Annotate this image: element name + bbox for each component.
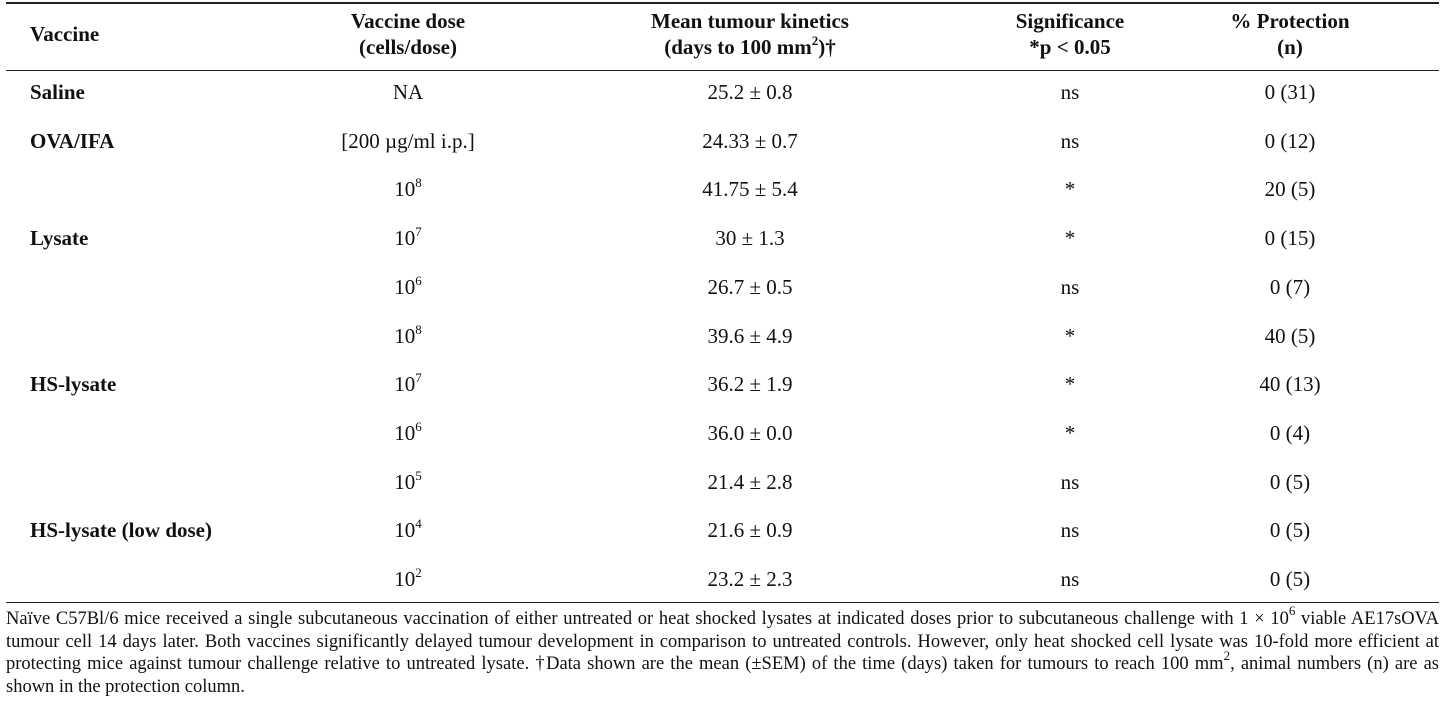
dose-cell — [308, 223, 508, 253]
dose-base: 10 — [394, 324, 416, 348]
significance-cell: ns — [1060, 567, 1080, 591]
vaccine-cell: Lysate — [30, 226, 89, 250]
protection-cell: 0 (4) — [1269, 421, 1311, 445]
table-row — [0, 174, 1443, 204]
protection-cell: 40 (13) — [1259, 372, 1321, 396]
significance-cell: * — [1064, 421, 1076, 445]
protection-cell: 0 (7) — [1269, 275, 1311, 299]
vaccine-cell: HS-lysate (low dose) — [30, 518, 212, 542]
header-kinetics-line1: Mean tumour kinetics — [651, 9, 849, 33]
header-kinetics-line2 — [640, 34, 860, 60]
kinetics-cell: 30 ± 1.3 — [715, 226, 785, 250]
protection-cell: 0 (15) — [1264, 226, 1316, 250]
vaccine-cell: HS-lysate — [30, 372, 117, 396]
header-kinetics — [640, 8, 860, 60]
table-row — [0, 564, 1443, 594]
kinetics-cell: 23.2 ± 2.3 — [707, 567, 793, 591]
table-row — [0, 321, 1443, 351]
dose-base: NA — [392, 80, 424, 104]
top-rule — [6, 2, 1439, 4]
header-kinetics-line2-post: )† — [818, 35, 836, 59]
header-rule — [6, 70, 1439, 71]
dose-base: 10 — [394, 177, 416, 201]
dose-exponent: 7 — [415, 370, 422, 385]
significance-cell: ns — [1060, 518, 1080, 542]
table-row — [0, 223, 1443, 253]
footnote-sup2: 2 — [1223, 648, 1231, 663]
kinetics-cell: 26.7 ± 0.5 — [707, 275, 793, 299]
header-significance — [990, 8, 1150, 60]
kinetics-cell: 39.6 ± 4.9 — [707, 324, 793, 348]
footnote-part1: Naïve C57Bl/6 mice received a single subcutaneous vaccination of either untreated or heat shocked lysates at indicated doses prior to subcutaneous challenge with 1 × 10 — [6, 609, 1289, 629]
dose-exponent: 6 — [415, 273, 422, 288]
header-dose-line2: (cells/dose) — [359, 35, 457, 59]
protection-cell: 40 (5) — [1264, 324, 1316, 348]
header-sig-line2: *p < 0.05 — [1029, 35, 1111, 59]
kinetics-cell: 36.2 ± 1.9 — [707, 372, 793, 396]
dose-base: 10 — [394, 372, 416, 396]
dose-cell — [308, 126, 508, 156]
significance-cell: * — [1064, 324, 1076, 348]
dose-base: 10 — [394, 421, 416, 445]
dose-exponent: 6 — [415, 419, 422, 434]
table-row — [0, 77, 1443, 107]
header-kinetics-line2-pre: (days to 100 mm — [664, 35, 812, 59]
significance-cell: ns — [1060, 275, 1080, 299]
kinetics-cell: 41.75 ± 5.4 — [702, 177, 798, 201]
footnote-part2: viable AE17sOVA tumour cell 14 days later. Both vaccines significantly delayed tumour development in comparison to untreated controls. However, only heat shocked cell lysate was 10-fold more efficient at protecting mice against tumour challenge relative to untreated lysate. †Data shown are the mean (±SEM) of the time (days) taken for tumours to reach 100 mm — [6, 609, 1439, 674]
significance-cell: * — [1064, 226, 1076, 250]
dose-base: 10 — [394, 567, 416, 591]
header-vaccine-label: Vaccine — [30, 22, 100, 46]
dose-cell — [308, 515, 508, 545]
header-dose — [308, 8, 508, 60]
kinetics-cell: 25.2 ± 0.8 — [707, 80, 793, 104]
table-row — [0, 418, 1443, 448]
significance-cell: ns — [1060, 470, 1080, 494]
table-row — [0, 369, 1443, 399]
protection-cell: 0 (31) — [1264, 80, 1316, 104]
dose-cell — [308, 418, 508, 448]
header-kinetics-sup: 2 — [811, 33, 819, 48]
kinetics-cell: 21.6 ± 0.9 — [707, 518, 793, 542]
significance-cell: ns — [1060, 80, 1080, 104]
table-footnote — [6, 603, 1439, 698]
dose-base: 10 — [394, 470, 416, 494]
dose-base: [200 µg/ml i.p.] — [341, 129, 475, 153]
dose-base: 10 — [394, 518, 416, 542]
dose-exponent: 4 — [415, 516, 422, 531]
dose-cell — [308, 467, 508, 497]
header-dose-line1: Vaccine dose — [350, 9, 466, 33]
protection-cell: 20 (5) — [1264, 177, 1316, 201]
header-prot-line1: % Protection — [1230, 9, 1350, 33]
dose-cell — [308, 174, 508, 204]
protection-cell: 0 (5) — [1269, 470, 1311, 494]
header-sig-line1: Significance — [1015, 9, 1125, 33]
vaccine-cell: OVA/IFA — [30, 129, 115, 153]
dose-exponent: 5 — [415, 468, 422, 483]
dose-cell — [308, 321, 508, 351]
header-prot-line2: (n) — [1277, 35, 1303, 59]
header-vaccine — [30, 21, 99, 47]
significance-cell: * — [1064, 372, 1076, 396]
dose-cell — [308, 77, 508, 107]
significance-cell: ns — [1060, 129, 1080, 153]
dose-cell — [308, 272, 508, 302]
dose-base: 10 — [394, 275, 416, 299]
kinetics-cell: 24.33 ± 0.7 — [702, 129, 798, 153]
table-row — [0, 515, 1443, 545]
dose-cell — [308, 564, 508, 594]
table-row — [0, 272, 1443, 302]
bottom-rule — [6, 602, 1439, 603]
table-row — [0, 126, 1443, 156]
kinetics-cell: 21.4 ± 2.8 — [707, 470, 793, 494]
protection-cell: 0 (5) — [1269, 518, 1311, 542]
protection-cell: 0 (5) — [1269, 567, 1311, 591]
dose-base: 10 — [394, 226, 416, 250]
dose-exponent: 8 — [415, 175, 422, 190]
dose-cell — [308, 369, 508, 399]
header-protection — [1200, 8, 1380, 60]
significance-cell: * — [1064, 177, 1076, 201]
dose-exponent: 8 — [415, 322, 422, 337]
kinetics-cell: 36.0 ± 0.0 — [707, 421, 793, 445]
protection-cell: 0 (12) — [1264, 129, 1316, 153]
vaccine-cell: Saline — [30, 80, 85, 104]
table-row — [0, 467, 1443, 497]
dose-exponent: 2 — [415, 565, 422, 580]
dose-exponent: 7 — [415, 224, 422, 239]
footnote-sup1: 6 — [1288, 603, 1296, 618]
footnote-part3: , animal numbers (n) are as shown in the protection column. — [6, 654, 1439, 697]
